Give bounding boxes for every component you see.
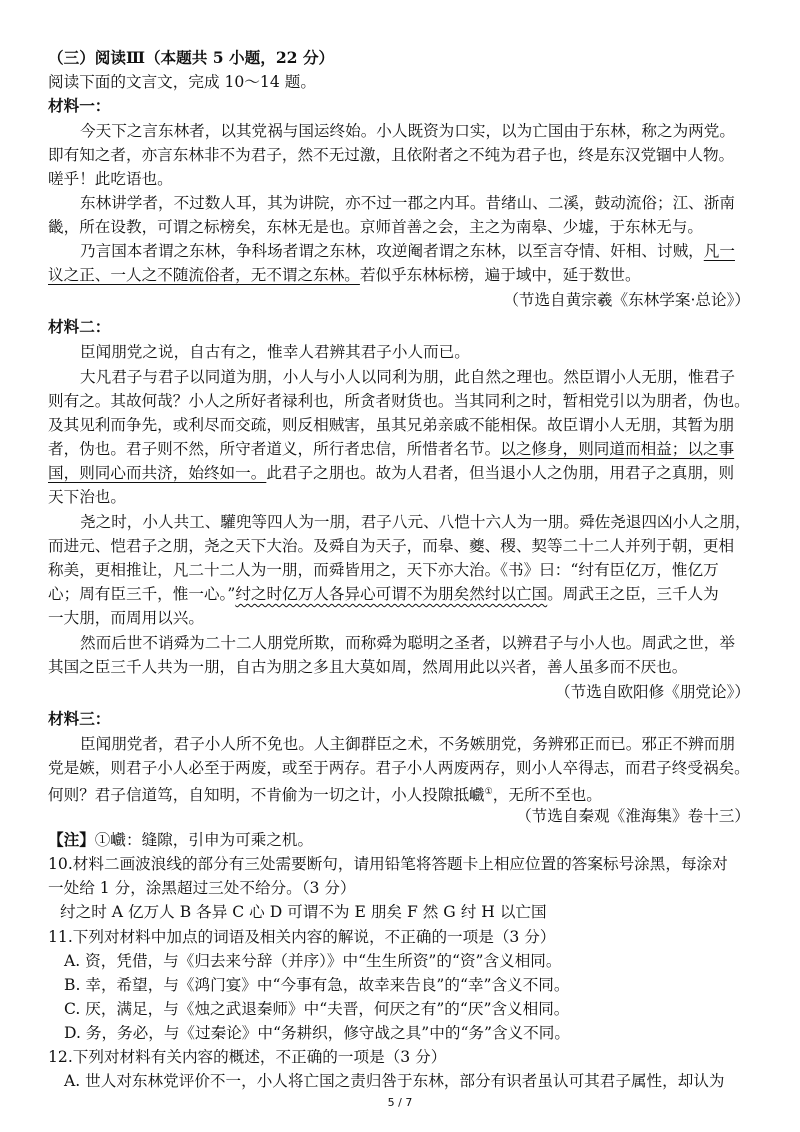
material2-p2-line1: 大凡君子与君子以同道为朋，小人与小人以同利为朋，此自然之理也。然臣谓小人无朋，惟君子	[80, 368, 735, 386]
material3-text-end: ，无所不至也。	[492, 786, 602, 805]
material2-p2-line4	[48, 438, 734, 460]
section-heading: （三）阅读Ⅲ（本题共 5 小题，22 分）	[48, 48, 335, 67]
note	[48, 829, 313, 851]
material2-p3-quote: 心；周有臣三千，惟一心。”	[48, 585, 236, 603]
material2-p2-line6: 天下治也。	[48, 488, 126, 506]
material2-p4-line1: 然而后世不诮舜为二十二人朋党所欺，而称舜为聪明之圣者，以辨君子与小人也。周武之世，举	[80, 634, 735, 652]
material1-source: （节选自黄宗羲《东林学案·总论》）	[503, 291, 750, 309]
material3-text: 何则？君子信道笃，自知明，不肯偷为一切之计，小人投隙抵巇	[48, 786, 485, 805]
material2-p3-line2: 而进元、恺君子之朋，尧之天下大治。及舜自为天子，而皋、夔、稷、契等二十二人并列于朝，更相	[48, 537, 735, 555]
material1-p1-line3: 嗟乎！此吃语也。	[48, 170, 173, 188]
material1-p3-line1	[80, 240, 735, 262]
material2-p3-text: 。周武王之臣，三千人为	[547, 585, 719, 603]
material2-p2-line5	[48, 462, 734, 484]
material2-label: 材料二：	[48, 317, 111, 336]
material3-label: 材料三：	[48, 709, 111, 728]
footnote-marker: ①	[484, 787, 493, 797]
note-text: ①巇：缝隙，引申为可乘之机。	[94, 831, 314, 849]
page-number: 5 / 7	[387, 1096, 413, 1109]
material2-p2-text-end: 此君子之朋也。故为人君者，但当退小人之伪朋，用君子之真朋，则	[266, 464, 735, 482]
material2-p2-underlined-end: 国，则同心而共济，始终如一。	[48, 464, 267, 482]
q12-stem: 12.下列对材料有关内容的概述，不正确的一项是（3 分）	[48, 1048, 447, 1066]
q10-options: 纣之时 A 亿万人 B 各异 C 心 D 可谓不为 E 朋矣 F 然 G 纣 H 以亡国	[60, 903, 547, 921]
material1-p1-line2: 即有知之者，亦言东林非不为君子，然不无过激，且依附者之不纯为君子也，终是东汉党锢中人物。	[48, 146, 735, 164]
material2-p3-line3: 称美，更相推让，凡二十二人为一朋，而舜皆用之，天下亦大治。《书》曰：“纣有臣亿万，惟亿万	[48, 561, 719, 579]
material2-p2-text: 者，伪也。君子则不然，所守者道义，所行者忠信，所惜者名节。	[48, 440, 501, 458]
material2-p4-line2: 其国之臣三千人共为一朋，自古为朋之多且大莫如周，然周用此以兴者，善人虽多而不厌也。	[48, 658, 688, 676]
material1-p3-text-end: 若似乎东林标榜，遍于域中，延于数世。	[359, 266, 641, 284]
q10-line1: 10.材料二画波浪线的部分有三处需要断句，请用铅笔将答题卡上相应位置的答案标号涂黑，每涂对	[48, 855, 728, 873]
material1-p3-underlined-end: 议之正、一人之不随流俗者，无不谓之东林。	[48, 266, 360, 284]
material1-p2-line2: 畿，所在设教，可谓之标榜矣，东林无是也。京师首善之会，主之为南皋、少墟，于东林无与。	[48, 218, 703, 236]
q12-option-a-line1: A. 世人对东林党评价不一，小人将亡国之责归咎于东林，部分有识者虽认可其君子属性，却认为	[64, 1072, 725, 1090]
material2-p1: 臣闻朋党之说，自古有之，惟幸人君辨其君子小人而已。	[80, 343, 470, 361]
q11-option-d: D. 务，务必，与《过秦论》中“务耕织，修守战之具”中的“务”含义不同。	[64, 1024, 570, 1042]
material2-p2-underlined-start: 以之修身，则同道而相益；以之事	[500, 440, 735, 458]
material3-line3	[48, 781, 602, 806]
material2-source: （节选自欧阳修《朋党论》）	[555, 683, 750, 701]
material3-line1: 臣闻朋党者，君子小人所不免也。人主御群臣之术，不务嫉朋党，务辨邪正而已。邪正不辨而朋	[80, 735, 735, 753]
q11-option-b: B. 幸，希望，与《鸿门宴》中“今事有急，故幸来告良”的“幸”含义不同。	[64, 976, 570, 994]
material3-source: （节选自秦观《淮海集》卷十三）	[516, 807, 750, 825]
material2-p3-line4	[48, 583, 719, 605]
q11-option-a: A. 资，凭借，与《归去来兮辞（并序）》中“生生所资”的“资”含义相同。	[64, 952, 562, 970]
section-instruction: 阅读下面的文言文，完成 10～14 题。	[48, 73, 316, 91]
q10-line2: 一处给 1 分，涂黑超过三处不给分。（3 分）	[48, 879, 356, 897]
note-label: 【注】	[48, 830, 95, 849]
material2-p2-line3: 及其见利而争先，或利尽而交疏，则反相贼害，虽其兄弟亲戚不能相保。故臣谓小人无朋，其暂为朋	[48, 416, 735, 434]
material1-p1-line1: 今天下之言东林者，以其党祸与国运终始。小人既资为口实，以为亡国由于东林，称之为两党。	[80, 122, 735, 140]
material1-p3-underlined-start: 凡一	[703, 242, 735, 260]
material2-wavy-underlined: 纣之时亿万人各异心可谓不为朋矣然纣以亡国	[235, 585, 548, 603]
material2-p3-line5: 一大朋，而周用以兴。	[48, 609, 204, 627]
material2-p3-line1: 尧之时，小人共工、驩兜等四人为一朋，君子八元、八恺十六人为一朋。舜佐尧退四凶小人之朋，	[80, 513, 751, 531]
material1-label: 材料一：	[48, 96, 111, 115]
q11-option-c: C. 厌，满足，与《烛之武退秦师》中“夫晋，何厌之有”的“厌”含义相同。	[64, 1000, 570, 1018]
material1-p3-line2	[48, 264, 641, 286]
material2-p2-line2: 则有之。其故何哉？小人之所好者禄利也，所贪者财货也。当其同利之时，暂相党引以为朋者，伪也。	[48, 392, 750, 410]
material1-p3-text: 乃言国本者谓之东林，争科场者谓之东林，攻逆阉者谓之东林，以至言夺情、奸相、讨贼，	[80, 242, 704, 260]
q11-stem: 11.下列对材料中加点的词语及相关内容的解说，不正确的一项是（3 分）	[48, 928, 556, 946]
material3-line2: 党是嫉，则君子小人必至于两废，或至于两存。君子小人两废两存，则小人卒得志，而君子终受祸矣。	[48, 759, 750, 777]
material1-p2-line1: 东林讲学者，不过数人耳，其为讲院，亦不过一郡之内耳。昔绪山、二溪，鼓动流俗；江、浙南	[80, 194, 735, 212]
